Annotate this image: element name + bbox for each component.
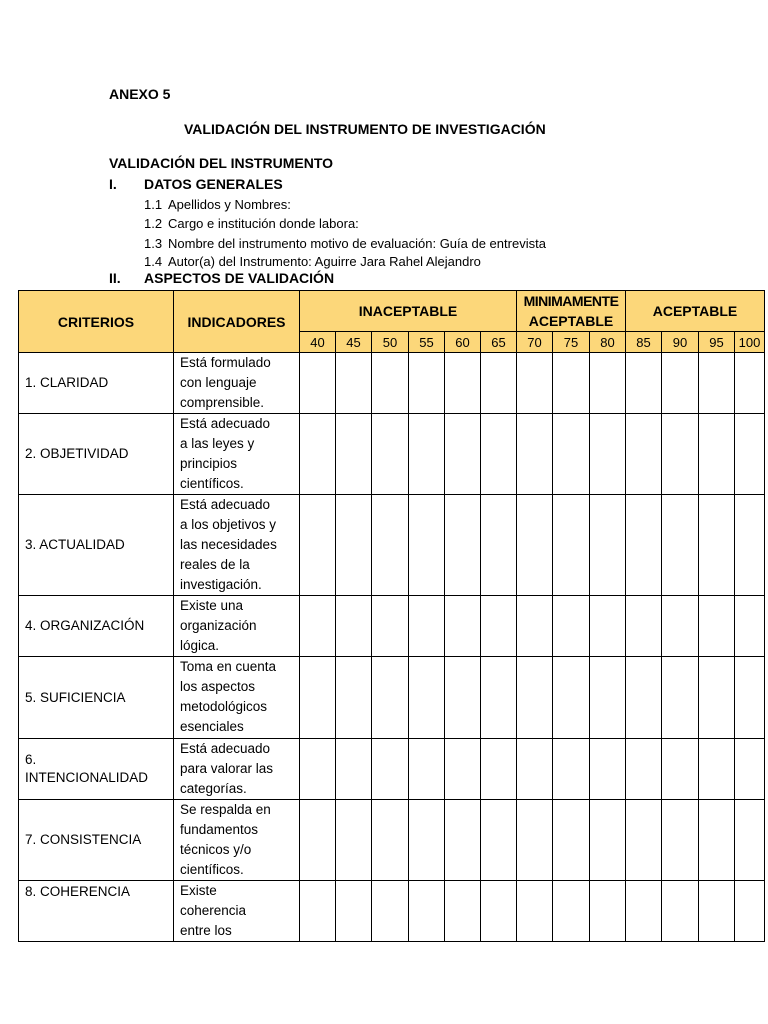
score-cell[interactable] (699, 881, 735, 942)
score-header: 95 (699, 332, 735, 353)
indicator-line: a los objetivos y (180, 517, 277, 532)
score-cell[interactable] (590, 657, 626, 739)
score-cell[interactable] (517, 353, 553, 414)
score-cell[interactable] (481, 596, 517, 657)
indicator-line: metodológicos (180, 699, 268, 714)
score-cell[interactable] (409, 495, 445, 596)
header-indicadores: INDICADORES (174, 291, 300, 353)
score-cell[interactable] (553, 596, 590, 657)
indicator-text (174, 596, 300, 657)
score-cell[interactable] (336, 657, 372, 739)
indicator-line: principios (180, 456, 238, 471)
score-cell[interactable] (553, 739, 590, 800)
document-subtitle: VALIDACIÓN DEL INSTRUMENTO (109, 155, 334, 171)
indicator-text (174, 414, 300, 495)
score-cell[interactable] (553, 353, 590, 414)
criterion-label: 1. CLARIDAD (19, 353, 174, 414)
score-cell[interactable] (626, 739, 662, 800)
criterion-label: 2. OBJETIVIDAD (19, 414, 174, 495)
score-cell[interactable] (699, 353, 735, 414)
indicator-line: a las leyes y (180, 436, 255, 451)
item-1-4-text: Autor(a) del Instrumento: Aguirre Jara Rahel Alejandro (168, 254, 481, 269)
criterion-label: 8. COHERENCIA (19, 881, 174, 942)
criterion-label: 4. ORGANIZACIÓN (19, 596, 174, 657)
score-cell[interactable] (590, 353, 626, 414)
score-cell[interactable] (626, 495, 662, 596)
document-title: VALIDACIÓN DEL INSTRUMENTO DE INVESTIGACIÓN (184, 121, 546, 137)
score-cell[interactable] (735, 657, 765, 739)
indicator-line: Existe (180, 883, 217, 898)
score-cell[interactable] (372, 739, 409, 800)
score-cell[interactable] (590, 739, 626, 800)
annex-label: ANEXO 5 (109, 86, 171, 102)
score-cell[interactable] (336, 739, 372, 800)
indicator-line: Está formulado (180, 355, 271, 370)
score-cell[interactable] (699, 657, 735, 739)
score-header: 70 (517, 332, 553, 353)
score-cell[interactable] (300, 800, 336, 881)
score-cell[interactable] (590, 495, 626, 596)
indicator-line: Está adecuado (180, 497, 271, 512)
score-cell[interactable] (735, 596, 765, 657)
score-cell[interactable] (735, 739, 765, 800)
score-cell[interactable] (517, 495, 553, 596)
score-cell[interactable] (662, 414, 699, 495)
score-cell[interactable] (662, 739, 699, 800)
section1-number: I. (109, 176, 117, 192)
score-cell[interactable] (481, 353, 517, 414)
section2-heading: ASPECTOS DE VALIDACIÓN (144, 270, 335, 286)
validation-table (18, 290, 765, 942)
table-row (19, 881, 765, 942)
item-1-3-text: Nombre del instrumento motivo de evaluación: Guía de entrevista (168, 236, 546, 251)
score-cell[interactable] (336, 596, 372, 657)
score-cell[interactable] (445, 495, 481, 596)
indicator-line: científicos. (180, 476, 244, 491)
score-cell[interactable] (445, 353, 481, 414)
table-row (19, 495, 765, 596)
score-cell[interactable] (336, 495, 372, 596)
indicator-line: fundamentos (180, 822, 259, 837)
score-header: 50 (372, 332, 409, 353)
score-cell[interactable] (481, 800, 517, 881)
score-cell[interactable] (517, 739, 553, 800)
table-row (19, 414, 765, 495)
indicator-line: científicos. (180, 862, 244, 877)
item-1-2-text: Cargo e institución donde labora: (168, 216, 359, 231)
score-cell[interactable] (372, 414, 409, 495)
score-cell[interactable] (409, 657, 445, 739)
indicator-line: entre los (180, 923, 232, 938)
score-cell[interactable] (481, 495, 517, 596)
score-cell[interactable] (699, 414, 735, 495)
indicator-line: Toma en cuenta (180, 659, 277, 674)
score-header: 100 (735, 332, 765, 353)
indicator-text (174, 353, 300, 414)
score-cell[interactable] (372, 800, 409, 881)
item-1-4-number: 1.4 (144, 254, 163, 269)
indicator-line: comprensible. (180, 395, 265, 410)
header-inaceptable: INACEPTABLE (300, 291, 517, 332)
table-row (19, 353, 765, 414)
criterion-label-line2: INTENCIONALIDAD (25, 770, 149, 785)
score-cell[interactable] (481, 657, 517, 739)
criterion-label: 7. CONSISTENCIA (19, 800, 174, 881)
indicator-line: para valorar las (180, 761, 274, 776)
score-cell[interactable] (553, 657, 590, 739)
score-cell[interactable] (699, 596, 735, 657)
score-cell[interactable] (409, 739, 445, 800)
indicator-line: investigación. (180, 577, 262, 592)
indicator-line: Está adecuado (180, 741, 271, 756)
score-cell[interactable] (735, 800, 765, 881)
score-cell[interactable] (626, 353, 662, 414)
score-cell[interactable] (517, 596, 553, 657)
score-cell[interactable] (626, 414, 662, 495)
item-1-3-number: 1.3 (144, 236, 163, 251)
score-header: 65 (481, 332, 517, 353)
score-header: 40 (300, 332, 336, 353)
score-cell[interactable] (699, 739, 735, 800)
score-cell[interactable] (481, 881, 517, 942)
item-1-2-number: 1.2 (144, 216, 163, 231)
score-header: 55 (409, 332, 445, 353)
score-cell[interactable] (300, 596, 336, 657)
criterion-label (19, 739, 174, 800)
score-cell[interactable] (735, 353, 765, 414)
indicator-line: Existe una (180, 598, 244, 613)
score-cell[interactable] (300, 739, 336, 800)
table-row (19, 739, 765, 800)
indicator-line: organización (180, 618, 257, 633)
score-cell[interactable] (590, 800, 626, 881)
score-cell[interactable] (372, 881, 409, 942)
score-cell[interactable] (699, 800, 735, 881)
criterion-label-line1: 6. (25, 752, 37, 767)
indicator-line: lógica. (180, 638, 220, 653)
score-cell[interactable] (336, 414, 372, 495)
indicator-text (174, 495, 300, 596)
indicator-line: técnicos y/o (180, 842, 252, 857)
score-cell[interactable] (735, 414, 765, 495)
table-row (19, 596, 765, 657)
indicator-line: con lenguaje (180, 375, 257, 390)
score-cell[interactable] (553, 495, 590, 596)
score-cell[interactable] (445, 596, 481, 657)
score-cell[interactable] (445, 414, 481, 495)
score-cell[interactable] (517, 800, 553, 881)
item-1-1-text: Apellidos y Nombres: (168, 197, 291, 212)
score-cell[interactable] (300, 414, 336, 495)
score-cell[interactable] (517, 657, 553, 739)
score-cell[interactable] (517, 414, 553, 495)
score-cell[interactable] (662, 800, 699, 881)
indicator-text (174, 739, 300, 800)
score-header: 85 (626, 332, 662, 353)
score-header: 75 (553, 332, 590, 353)
score-cell[interactable] (300, 881, 336, 942)
score-cell[interactable] (336, 353, 372, 414)
score-cell[interactable] (372, 596, 409, 657)
score-cell[interactable] (662, 596, 699, 657)
score-cell[interactable] (626, 800, 662, 881)
score-cell[interactable] (626, 881, 662, 942)
score-cell[interactable] (481, 414, 517, 495)
score-cell[interactable] (553, 800, 590, 881)
indicator-line: las necesidades (180, 537, 277, 552)
table-row (19, 800, 765, 881)
score-cell[interactable] (336, 800, 372, 881)
score-cell[interactable] (626, 596, 662, 657)
header-minimamente-aceptable (517, 291, 626, 332)
score-cell[interactable] (372, 657, 409, 739)
criterion-label: 5. SUFICIENCIA (19, 657, 174, 739)
score-cell[interactable] (336, 881, 372, 942)
score-cell[interactable] (626, 657, 662, 739)
indicator-line: Se respalda en (180, 802, 271, 817)
item-1-1-number: 1.1 (144, 197, 163, 212)
indicator-line: coherencia (180, 903, 247, 918)
score-cell[interactable] (372, 353, 409, 414)
score-cell[interactable] (735, 881, 765, 942)
score-cell[interactable] (481, 739, 517, 800)
section2-number: II. (109, 270, 121, 286)
table-row (19, 657, 765, 739)
score-cell[interactable] (300, 353, 336, 414)
header-aceptable: ACEPTABLE (626, 291, 765, 332)
score-cell[interactable] (409, 353, 445, 414)
score-cell[interactable] (409, 414, 445, 495)
score-cell[interactable] (662, 657, 699, 739)
header-criterios: CRITERIOS (19, 291, 174, 353)
indicator-text (174, 657, 300, 739)
criterion-label: 3. ACTUALIDAD (19, 495, 174, 596)
score-cell[interactable] (662, 881, 699, 942)
score-cell[interactable] (445, 881, 481, 942)
score-cell[interactable] (409, 800, 445, 881)
score-header: 45 (336, 332, 372, 353)
indicator-line: reales de la (180, 557, 250, 572)
score-cell[interactable] (445, 657, 481, 739)
score-cell[interactable] (735, 495, 765, 596)
header-minimamente-line2: ACEPTABLE (528, 313, 614, 329)
score-cell[interactable] (590, 881, 626, 942)
score-cell[interactable] (590, 596, 626, 657)
score-header: 90 (662, 332, 699, 353)
score-cell[interactable] (590, 414, 626, 495)
indicator-line: los aspectos (180, 679, 256, 694)
header-minimamente-line1: MINIMAMENTE (523, 293, 619, 309)
score-cell[interactable] (445, 739, 481, 800)
score-cell[interactable] (553, 414, 590, 495)
score-cell[interactable] (517, 881, 553, 942)
score-cell[interactable] (409, 881, 445, 942)
indicator-text (174, 800, 300, 881)
section1-heading: DATOS GENERALES (144, 176, 283, 192)
score-cell[interactable] (553, 881, 590, 942)
indicator-line: categorías. (180, 781, 247, 796)
indicator-line: esenciales (180, 719, 244, 734)
score-cell[interactable] (699, 495, 735, 596)
indicator-line: Está adecuado (180, 416, 271, 431)
score-cell[interactable] (445, 800, 481, 881)
score-cell[interactable] (300, 657, 336, 739)
score-cell[interactable] (300, 495, 336, 596)
score-cell[interactable] (372, 495, 409, 596)
score-header: 60 (445, 332, 481, 353)
score-header: 80 (590, 332, 626, 353)
indicator-text (174, 881, 300, 942)
score-cell[interactable] (409, 596, 445, 657)
score-cell[interactable] (662, 495, 699, 596)
score-cell[interactable] (662, 353, 699, 414)
